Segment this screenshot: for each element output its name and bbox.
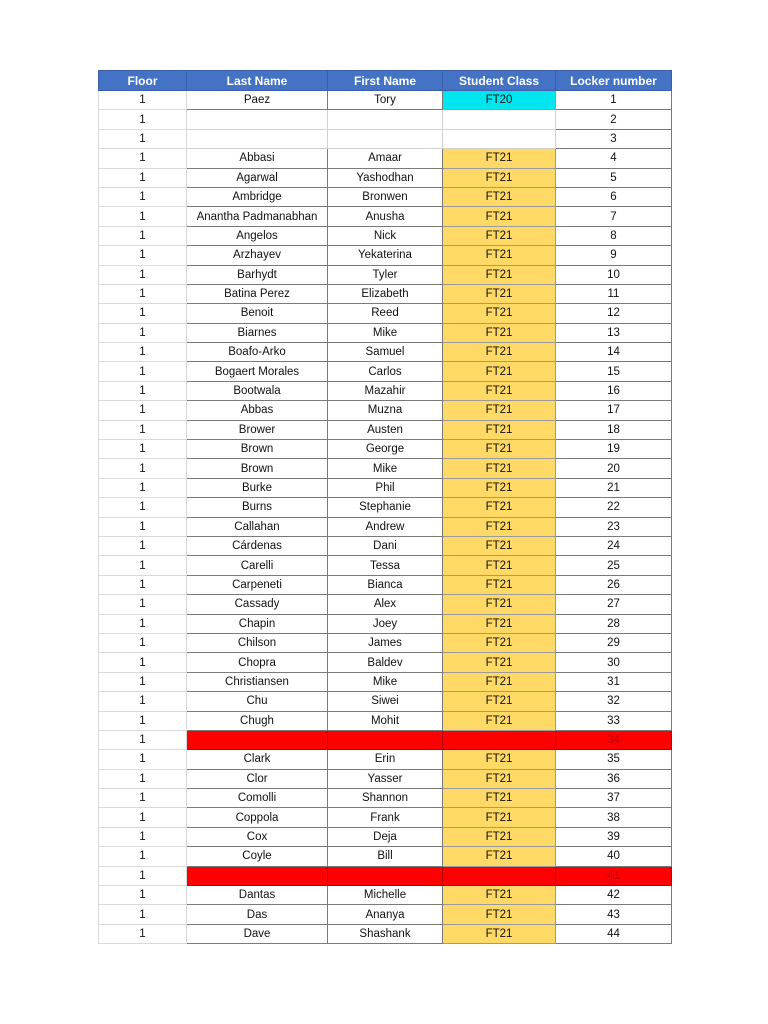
table-row <box>99 323 672 342</box>
header-floor[interactable]: Floor <box>99 71 187 91</box>
table-row <box>99 168 672 187</box>
cell-student-class[interactable] <box>443 730 556 749</box>
table-row <box>99 149 672 168</box>
cell-student-class[interactable]: FT21 <box>443 711 556 730</box>
cell-first-name[interactable]: Samuel <box>328 343 443 362</box>
cell-last-name[interactable]: Burns <box>187 498 328 517</box>
cell-first-name[interactable]: James <box>328 633 443 652</box>
cell-last-name[interactable]: Batina Perez <box>187 284 328 303</box>
table-row <box>99 362 672 381</box>
cell-floor[interactable]: 1 <box>99 866 187 885</box>
cell-student-class[interactable]: FT21 <box>443 343 556 362</box>
cell-first-name[interactable]: Mazahir <box>328 381 443 400</box>
cell-locker-number[interactable]: 26 <box>556 575 672 594</box>
cell-student-class[interactable]: FT21 <box>443 847 556 866</box>
table-row <box>99 750 672 769</box>
table-row <box>99 556 672 575</box>
cell-locker-number[interactable]: 9 <box>556 246 672 265</box>
cell-last-name[interactable]: Paez <box>187 91 328 110</box>
cell-floor[interactable]: 1 <box>99 730 187 749</box>
table-row <box>99 672 672 691</box>
table-row <box>99 730 672 749</box>
cell-student-class[interactable]: FT21 <box>443 381 556 400</box>
cell-last-name[interactable]: Burke <box>187 478 328 497</box>
header-locker-number[interactable]: Locker number <box>556 71 672 91</box>
cell-student-class[interactable]: FT21 <box>443 633 556 652</box>
cell-student-class[interactable]: FT21 <box>443 168 556 187</box>
cell-last-name[interactable]: Boafo-Arko <box>187 343 328 362</box>
cell-first-name[interactable]: Tyler <box>328 265 443 284</box>
cell-first-name[interactable]: Mike <box>328 459 443 478</box>
cell-floor[interactable]: 1 <box>99 769 187 788</box>
cell-last-name[interactable]: Angelos <box>187 226 328 245</box>
cell-last-name[interactable] <box>187 129 328 148</box>
cell-last-name[interactable]: Chugh <box>187 711 328 730</box>
cell-locker-number[interactable]: 20 <box>556 459 672 478</box>
cell-floor[interactable]: 1 <box>99 246 187 265</box>
cell-last-name[interactable]: Benoit <box>187 304 328 323</box>
cell-student-class[interactable]: FT21 <box>443 614 556 633</box>
cell-locker-number[interactable]: 32 <box>556 692 672 711</box>
cell-first-name[interactable] <box>328 730 443 749</box>
cell-locker-number[interactable]: 17 <box>556 401 672 420</box>
cell-last-name[interactable]: Chu <box>187 692 328 711</box>
cell-first-name[interactable]: Bianca <box>328 575 443 594</box>
cell-floor[interactable]: 1 <box>99 536 187 555</box>
cell-first-name[interactable]: Alex <box>328 595 443 614</box>
cell-first-name[interactable] <box>328 866 443 885</box>
cell-floor[interactable]: 1 <box>99 595 187 614</box>
cell-last-name[interactable]: Bogaert Morales <box>187 362 328 381</box>
table-row <box>99 284 672 303</box>
cell-floor[interactable]: 1 <box>99 847 187 866</box>
cell-first-name[interactable]: Nick <box>328 226 443 245</box>
cell-student-class[interactable]: FT21 <box>443 517 556 536</box>
cell-floor[interactable]: 1 <box>99 420 187 439</box>
cell-last-name[interactable]: Brown <box>187 440 328 459</box>
table-row <box>99 517 672 536</box>
cell-last-name[interactable]: Abbas <box>187 401 328 420</box>
cell-locker-number[interactable]: 19 <box>556 440 672 459</box>
table-body <box>99 91 672 944</box>
cell-locker-number[interactable]: 42 <box>556 886 672 905</box>
cell-first-name[interactable] <box>328 110 443 129</box>
cell-floor[interactable]: 1 <box>99 692 187 711</box>
cell-last-name[interactable]: Barhydt <box>187 265 328 284</box>
cell-last-name[interactable]: Cárdenas <box>187 536 328 555</box>
table-row <box>99 905 672 924</box>
cell-first-name[interactable]: Dani <box>328 536 443 555</box>
cell-locker-number[interactable]: 23 <box>556 517 672 536</box>
cell-student-class[interactable] <box>443 110 556 129</box>
table-row <box>99 827 672 846</box>
cell-student-class[interactable]: FT21 <box>443 827 556 846</box>
cell-locker-number[interactable]: 8 <box>556 226 672 245</box>
cell-locker-number[interactable]: 43 <box>556 905 672 924</box>
cell-locker-number[interactable]: 5 <box>556 168 672 187</box>
cell-student-class[interactable]: FT21 <box>443 459 556 478</box>
cell-floor[interactable]: 1 <box>99 381 187 400</box>
table-row <box>99 575 672 594</box>
cell-last-name[interactable]: Ambridge <box>187 187 328 206</box>
table-row <box>99 304 672 323</box>
cell-locker-number[interactable]: 1 <box>556 91 672 110</box>
cell-student-class[interactable]: FT21 <box>443 323 556 342</box>
cell-student-class[interactable]: FT21 <box>443 284 556 303</box>
cell-floor[interactable]: 1 <box>99 226 187 245</box>
cell-locker-number[interactable]: 31 <box>556 672 672 691</box>
cell-first-name[interactable]: Frank <box>328 808 443 827</box>
table-row <box>99 343 672 362</box>
cell-student-class[interactable]: FT21 <box>443 187 556 206</box>
cell-student-class[interactable]: FT21 <box>443 672 556 691</box>
cell-locker-number[interactable]: 7 <box>556 207 672 226</box>
table-row <box>99 769 672 788</box>
cell-locker-number[interactable]: 3 <box>556 129 672 148</box>
table-row <box>99 129 672 148</box>
table-row <box>99 207 672 226</box>
cell-floor[interactable]: 1 <box>99 129 187 148</box>
cell-last-name[interactable]: Chilson <box>187 633 328 652</box>
cell-first-name[interactable]: Erin <box>328 750 443 769</box>
cell-last-name[interactable]: Agarwal <box>187 168 328 187</box>
cell-last-name[interactable]: Comolli <box>187 789 328 808</box>
table-row <box>99 459 672 478</box>
cell-student-class[interactable]: FT21 <box>443 653 556 672</box>
cell-locker-number[interactable]: 37 <box>556 789 672 808</box>
cell-student-class[interactable]: FT21 <box>443 304 556 323</box>
cell-floor[interactable]: 1 <box>99 789 187 808</box>
cell-student-class[interactable]: FT21 <box>443 246 556 265</box>
cell-student-class[interactable]: FT21 <box>443 595 556 614</box>
cell-locker-number[interactable]: 41 <box>556 866 672 885</box>
cell-locker-number[interactable]: 14 <box>556 343 672 362</box>
cell-floor[interactable]: 1 <box>99 207 187 226</box>
cell-last-name[interactable]: Clark <box>187 750 328 769</box>
cell-last-name[interactable]: Chopra <box>187 653 328 672</box>
cell-locker-number[interactable]: 24 <box>556 536 672 555</box>
table-row <box>99 91 672 110</box>
cell-floor[interactable]: 1 <box>99 614 187 633</box>
cell-floor[interactable]: 1 <box>99 905 187 924</box>
cell-first-name[interactable] <box>328 129 443 148</box>
cell-last-name[interactable]: Brown <box>187 459 328 478</box>
cell-student-class[interactable]: FT20 <box>443 91 556 110</box>
cell-floor[interactable]: 1 <box>99 265 187 284</box>
cell-last-name[interactable] <box>187 866 328 885</box>
cell-last-name[interactable]: Carpeneti <box>187 575 328 594</box>
cell-floor[interactable]: 1 <box>99 827 187 846</box>
cell-first-name[interactable]: Carlos <box>328 362 443 381</box>
table-row <box>99 924 672 943</box>
cell-first-name[interactable]: Phil <box>328 478 443 497</box>
cell-first-name[interactable]: Tessa <box>328 556 443 575</box>
cell-student-class[interactable]: FT21 <box>443 750 556 769</box>
table-row <box>99 381 672 400</box>
cell-floor[interactable]: 1 <box>99 575 187 594</box>
cell-student-class[interactable]: FT21 <box>443 556 556 575</box>
cell-first-name[interactable]: Elizabeth <box>328 284 443 303</box>
cell-student-class[interactable]: FT21 <box>443 401 556 420</box>
table-row <box>99 187 672 206</box>
cell-floor[interactable]: 1 <box>99 711 187 730</box>
table-row <box>99 246 672 265</box>
cell-student-class[interactable]: FT21 <box>443 808 556 827</box>
cell-first-name[interactable]: Yekaterina <box>328 246 443 265</box>
cell-locker-number[interactable]: 35 <box>556 750 672 769</box>
locker-table <box>98 70 672 944</box>
table-row <box>99 536 672 555</box>
cell-locker-number[interactable]: 36 <box>556 769 672 788</box>
cell-locker-number[interactable]: 29 <box>556 633 672 652</box>
cell-first-name[interactable]: Mohit <box>328 711 443 730</box>
cell-student-class[interactable]: FT21 <box>443 440 556 459</box>
cell-student-class[interactable]: FT21 <box>443 905 556 924</box>
cell-first-name[interactable]: Siwei <box>328 692 443 711</box>
cell-first-name[interactable]: Bill <box>328 847 443 866</box>
cell-locker-number[interactable]: 44 <box>556 924 672 943</box>
cell-last-name[interactable] <box>187 730 328 749</box>
cell-last-name[interactable]: Biarnes <box>187 323 328 342</box>
table-row <box>99 847 672 866</box>
table-row <box>99 692 672 711</box>
cell-floor[interactable]: 1 <box>99 362 187 381</box>
cell-locker-number[interactable]: 12 <box>556 304 672 323</box>
cell-locker-number[interactable]: 10 <box>556 265 672 284</box>
cell-locker-number[interactable]: 22 <box>556 498 672 517</box>
cell-locker-number[interactable]: 27 <box>556 595 672 614</box>
cell-student-class[interactable] <box>443 129 556 148</box>
cell-student-class[interactable]: FT21 <box>443 575 556 594</box>
cell-last-name[interactable]: Bootwala <box>187 381 328 400</box>
cell-last-name[interactable]: Dantas <box>187 886 328 905</box>
table-row <box>99 478 672 497</box>
table-row <box>99 711 672 730</box>
cell-locker-number[interactable]: 30 <box>556 653 672 672</box>
cell-locker-number[interactable]: 15 <box>556 362 672 381</box>
table-row <box>99 498 672 517</box>
cell-first-name[interactable]: George <box>328 440 443 459</box>
cell-locker-number[interactable]: 21 <box>556 478 672 497</box>
cell-last-name[interactable]: Abbasi <box>187 149 328 168</box>
cell-floor[interactable]: 1 <box>99 440 187 459</box>
cell-locker-number[interactable]: 18 <box>556 420 672 439</box>
table-row <box>99 440 672 459</box>
cell-student-class[interactable]: FT21 <box>443 478 556 497</box>
header-row <box>99 71 672 91</box>
cell-first-name[interactable]: Stephanie <box>328 498 443 517</box>
cell-last-name[interactable]: Clor <box>187 769 328 788</box>
cell-first-name[interactable]: Mike <box>328 323 443 342</box>
cell-floor[interactable]: 1 <box>99 168 187 187</box>
cell-locker-number[interactable]: 16 <box>556 381 672 400</box>
cell-floor[interactable]: 1 <box>99 924 187 943</box>
cell-floor[interactable]: 1 <box>99 633 187 652</box>
cell-floor[interactable]: 1 <box>99 653 187 672</box>
table-row <box>99 226 672 245</box>
table-row <box>99 653 672 672</box>
table-row <box>99 866 672 885</box>
cell-first-name[interactable]: Yashodhan <box>328 168 443 187</box>
cell-first-name[interactable]: Amaar <box>328 149 443 168</box>
cell-last-name[interactable]: Callahan <box>187 517 328 536</box>
cell-locker-number[interactable]: 40 <box>556 847 672 866</box>
cell-floor[interactable]: 1 <box>99 323 187 342</box>
cell-floor[interactable]: 1 <box>99 750 187 769</box>
cell-first-name[interactable]: Baldev <box>328 653 443 672</box>
table-row <box>99 789 672 808</box>
cell-floor[interactable]: 1 <box>99 808 187 827</box>
table-row <box>99 886 672 905</box>
cell-locker-number[interactable]: 39 <box>556 827 672 846</box>
cell-last-name[interactable]: Coyle <box>187 847 328 866</box>
cell-locker-number[interactable]: 38 <box>556 808 672 827</box>
cell-student-class[interactable]: FT21 <box>443 536 556 555</box>
cell-last-name[interactable]: Chapin <box>187 614 328 633</box>
table-row <box>99 633 672 652</box>
cell-student-class[interactable] <box>443 866 556 885</box>
cell-locker-number[interactable]: 13 <box>556 323 672 342</box>
cell-last-name[interactable]: Cassady <box>187 595 328 614</box>
table-row <box>99 420 672 439</box>
cell-last-name[interactable]: Cox <box>187 827 328 846</box>
cell-last-name[interactable]: Coppola <box>187 808 328 827</box>
cell-student-class[interactable]: FT21 <box>443 207 556 226</box>
header-first-name[interactable]: First Name <box>328 71 443 91</box>
cell-locker-number[interactable]: 2 <box>556 110 672 129</box>
cell-student-class[interactable]: FT21 <box>443 924 556 943</box>
cell-student-class[interactable]: FT21 <box>443 692 556 711</box>
table-row <box>99 808 672 827</box>
cell-first-name[interactable]: Mike <box>328 672 443 691</box>
cell-floor[interactable]: 1 <box>99 478 187 497</box>
cell-first-name[interactable]: Tory <box>328 91 443 110</box>
cell-locker-number[interactable]: 11 <box>556 284 672 303</box>
cell-floor[interactable]: 1 <box>99 886 187 905</box>
cell-first-name[interactable]: Bronwen <box>328 187 443 206</box>
cell-locker-number[interactable]: 28 <box>556 614 672 633</box>
cell-first-name[interactable]: Reed <box>328 304 443 323</box>
cell-first-name[interactable]: Shashank <box>328 924 443 943</box>
header-student-class[interactable]: Student Class <box>443 71 556 91</box>
cell-locker-number[interactable]: 34 <box>556 730 672 749</box>
cell-student-class[interactable]: FT21 <box>443 265 556 284</box>
table-row <box>99 614 672 633</box>
cell-student-class[interactable]: FT21 <box>443 149 556 168</box>
cell-first-name[interactable]: Ananya <box>328 905 443 924</box>
cell-first-name[interactable]: Joey <box>328 614 443 633</box>
cell-floor[interactable]: 1 <box>99 401 187 420</box>
table-row <box>99 401 672 420</box>
cell-floor[interactable]: 1 <box>99 110 187 129</box>
cell-student-class[interactable]: FT21 <box>443 498 556 517</box>
cell-student-class[interactable]: FT21 <box>443 886 556 905</box>
cell-last-name[interactable]: Carelli <box>187 556 328 575</box>
cell-last-name[interactable] <box>187 110 328 129</box>
cell-floor[interactable]: 1 <box>99 517 187 536</box>
cell-first-name[interactable]: Yasser <box>328 769 443 788</box>
cell-floor[interactable]: 1 <box>99 149 187 168</box>
cell-floor[interactable]: 1 <box>99 672 187 691</box>
cell-student-class[interactable]: FT21 <box>443 420 556 439</box>
cell-last-name[interactable]: Dave <box>187 924 328 943</box>
cell-student-class[interactable]: FT21 <box>443 789 556 808</box>
cell-student-class[interactable]: FT21 <box>443 362 556 381</box>
cell-locker-number[interactable]: 25 <box>556 556 672 575</box>
cell-floor[interactable]: 1 <box>99 91 187 110</box>
table-row <box>99 265 672 284</box>
cell-floor[interactable]: 1 <box>99 187 187 206</box>
cell-first-name[interactable]: Anusha <box>328 207 443 226</box>
cell-last-name[interactable]: Brower <box>187 420 328 439</box>
cell-first-name[interactable]: Shannon <box>328 789 443 808</box>
cell-last-name[interactable]: Christiansen <box>187 672 328 691</box>
table-row <box>99 110 672 129</box>
cell-floor[interactable]: 1 <box>99 556 187 575</box>
cell-last-name[interactable]: Anantha Padmanabhan <box>187 207 328 226</box>
cell-first-name[interactable]: Andrew <box>328 517 443 536</box>
cell-locker-number[interactable]: 33 <box>556 711 672 730</box>
cell-locker-number[interactable]: 4 <box>556 149 672 168</box>
cell-first-name[interactable]: Muzna <box>328 401 443 420</box>
cell-student-class[interactable]: FT21 <box>443 769 556 788</box>
table-row <box>99 595 672 614</box>
cell-floor[interactable]: 1 <box>99 459 187 478</box>
cell-floor[interactable]: 1 <box>99 284 187 303</box>
cell-last-name[interactable]: Das <box>187 905 328 924</box>
cell-locker-number[interactable]: 6 <box>556 187 672 206</box>
cell-floor[interactable]: 1 <box>99 304 187 323</box>
cell-floor[interactable]: 1 <box>99 498 187 517</box>
cell-floor[interactable]: 1 <box>99 343 187 362</box>
cell-last-name[interactable]: Arzhayev <box>187 246 328 265</box>
cell-first-name[interactable]: Austen <box>328 420 443 439</box>
cell-student-class[interactable]: FT21 <box>443 226 556 245</box>
cell-first-name[interactable]: Deja <box>328 827 443 846</box>
header-last-name[interactable]: Last Name <box>187 71 328 91</box>
cell-first-name[interactable]: Michelle <box>328 886 443 905</box>
